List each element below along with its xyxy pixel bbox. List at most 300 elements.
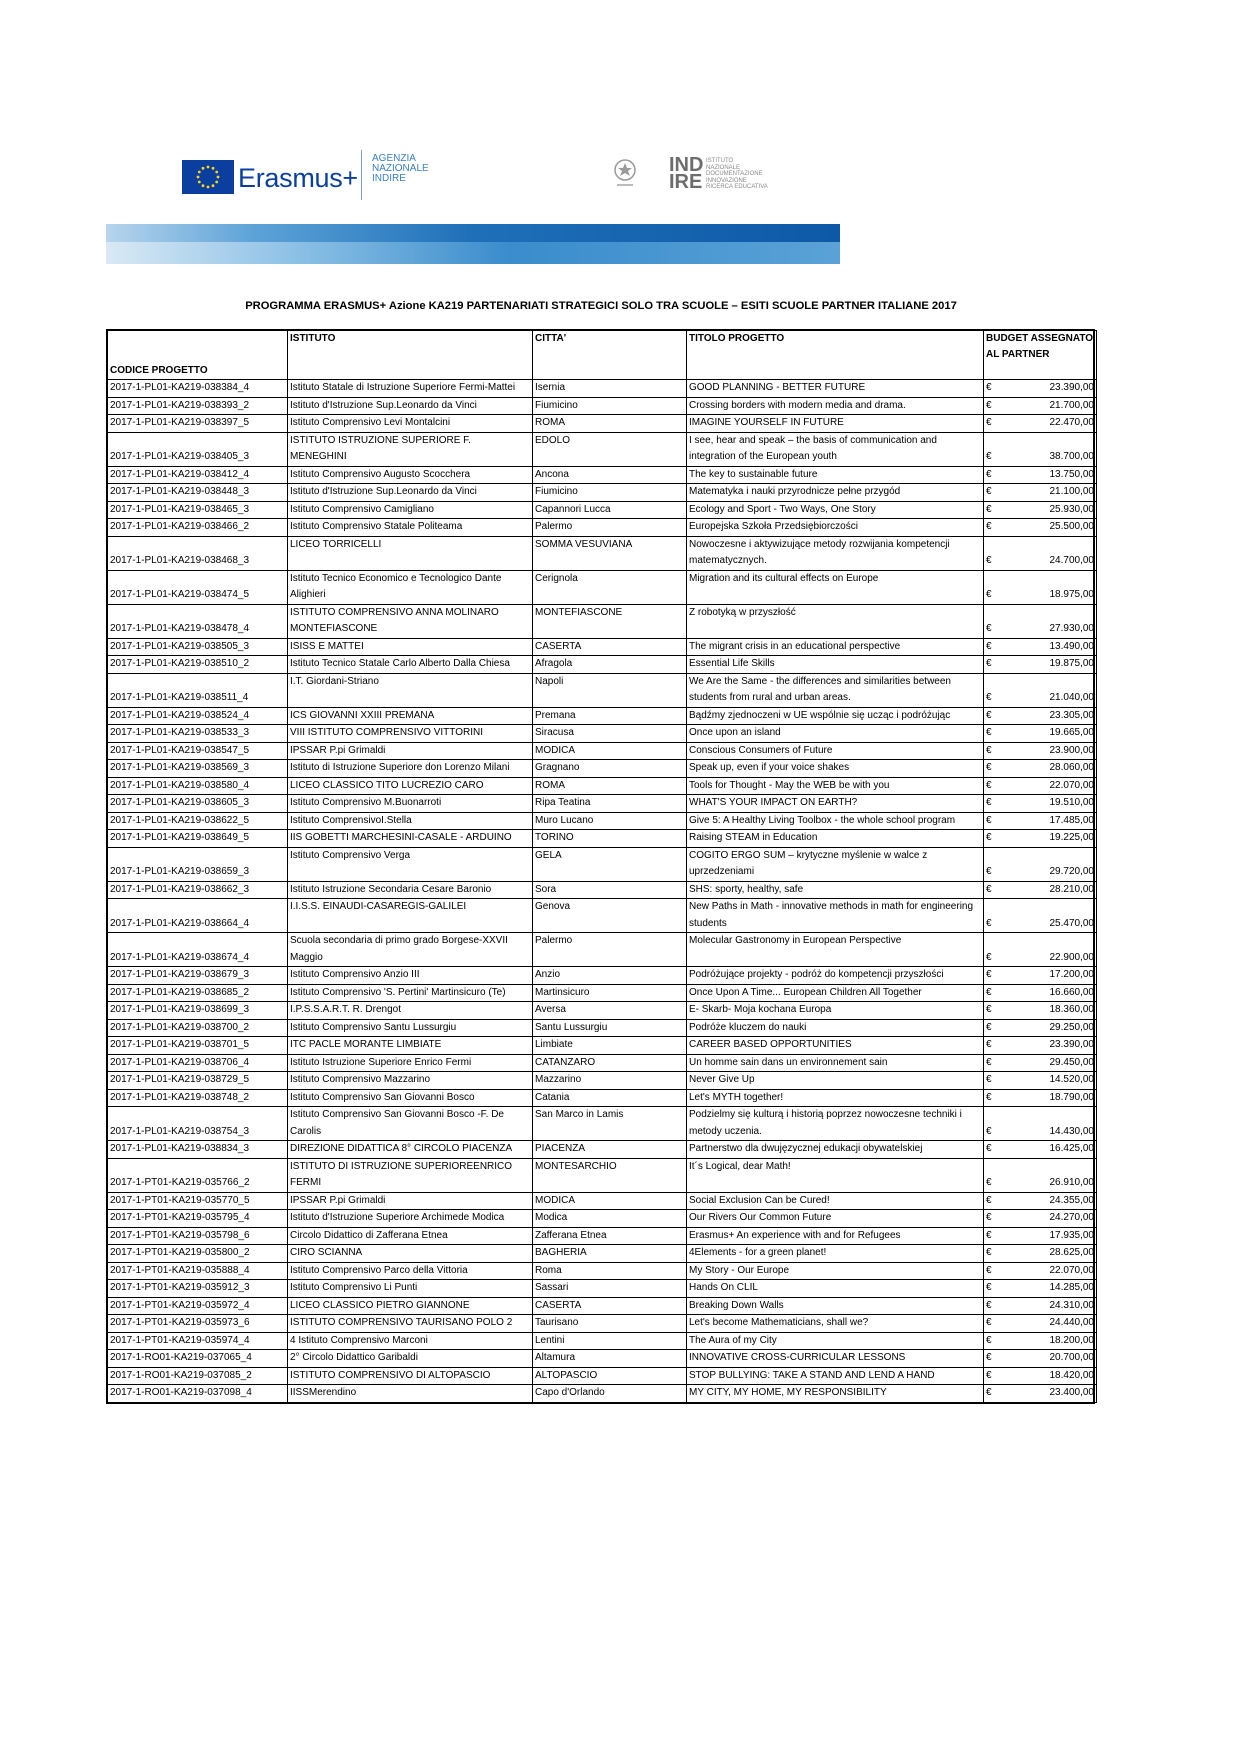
table-row: [108, 742, 1097, 760]
table-row: [108, 1019, 1097, 1037]
cell-city: Altamura: [533, 1350, 687, 1368]
cell-budget: [984, 984, 1097, 1002]
cell-city: Fiumicino: [533, 397, 687, 415]
cell-project-code: 2017-1-PT01-KA219-035795_4: [108, 1210, 288, 1228]
currency-symbol: €: [986, 1229, 992, 1241]
currency-symbol: €: [986, 1021, 992, 1033]
budget-amount: 38.700,00: [1049, 451, 1094, 462]
table-row: [108, 1158, 1097, 1192]
cell-school: ISTITUTO ISTRUZIONE SUPERIORE F. MENEGHINI: [288, 432, 533, 466]
agency-line: AGENZIA: [372, 153, 416, 164]
cell-school: IPSSAR P.pi Grimaldi: [288, 742, 533, 760]
cell-project-title: The key to sustainable future: [687, 466, 984, 484]
cell-budget: [984, 638, 1097, 656]
cell-city: Santu Lussurgiu: [533, 1019, 687, 1037]
cell-project-code: 2017-1-PL01-KA219-038605_3: [108, 795, 288, 813]
band-stripe-bottom: [106, 242, 840, 264]
budget-amount: 18.360,00: [1049, 1004, 1094, 1015]
cell-school: 4 Istituto Comprensivo Marconi: [288, 1332, 533, 1350]
cell-project-code: 2017-1-PL01-KA219-038474_5: [108, 570, 288, 604]
cell-budget: [984, 1297, 1097, 1315]
cell-school: VIII ISTITUTO COMPRENSIVO VITTORINI: [288, 725, 533, 743]
currency-symbol: €: [986, 1212, 992, 1223]
cell-project-code: 2017-1-PT01-KA219-035798_6: [108, 1227, 288, 1245]
cell-project-code: 2017-1-PL01-KA219-038547_5: [108, 742, 288, 760]
cell-budget: [984, 1245, 1097, 1263]
table-row: [108, 1192, 1097, 1210]
budget-amount: 22.470,00: [1049, 417, 1094, 428]
cell-project-code: 2017-1-PL01-KA219-038393_2: [108, 397, 288, 415]
cell-city: Anzio: [533, 967, 687, 985]
cell-school: Istituto ComprensivoI.Stella: [288, 812, 533, 830]
header-logos: [182, 150, 822, 210]
cell-school: Istituto Comprensivo Statale Politeama: [288, 519, 533, 537]
currency-symbol: €: [986, 1056, 992, 1068]
cell-city: MONTESARCHIO: [533, 1158, 687, 1192]
cell-project-code: 2017-1-PL01-KA219-038448_3: [108, 484, 288, 502]
budget-amount: 21.040,00: [1049, 692, 1094, 703]
cell-budget: [984, 536, 1097, 570]
currency-symbol: €: [986, 1074, 992, 1085]
cell-project-title: Migration and its cultural effects on Europe: [687, 570, 984, 604]
budget-amount: 28.625,00: [1049, 1247, 1094, 1258]
cell-budget: [984, 1350, 1097, 1368]
table-row: [108, 777, 1097, 795]
cell-school: Istituto Comprensivo Li Punti: [288, 1280, 533, 1298]
cell-city: Afragola: [533, 656, 687, 674]
cell-project-code: 2017-1-PL01-KA219-038468_3: [108, 536, 288, 570]
cell-project-code: 2017-1-PL01-KA219-038834_3: [108, 1141, 288, 1159]
cell-school: ISTITUTO COMPRENSIVO ANNA MOLINARO MONTEFIASCONE: [288, 604, 533, 638]
budget-amount: 18.200,00: [1049, 1334, 1094, 1346]
table-row: [108, 760, 1097, 778]
cell-project-title: STOP BULLYING: TAKE A STAND AND LEND A HAND: [687, 1367, 984, 1385]
currency-symbol: €: [986, 451, 992, 462]
currency-symbol: €: [986, 1194, 992, 1206]
budget-amount: 23.390,00: [1049, 1039, 1094, 1050]
cell-project-code: 2017-1-PL01-KA219-038580_4: [108, 777, 288, 795]
cell-project-code: 2017-1-PL01-KA219-038659_3: [108, 847, 288, 881]
table-row: [108, 484, 1097, 502]
cell-budget: [984, 707, 1097, 725]
cell-project-title: COGITO ERGO SUM – krytyczne myślenie w walce z uprzedzeniami: [687, 847, 984, 881]
cell-budget: [984, 604, 1097, 638]
budget-amount: 19.225,00: [1049, 832, 1094, 843]
cell-project-code: 2017-1-PL01-KA219-038505_3: [108, 638, 288, 656]
cell-project-title: Z robotyką w przyszłość: [687, 604, 984, 638]
cell-project-code: 2017-1-PT01-KA219-035888_4: [108, 1262, 288, 1280]
table-row: [108, 1072, 1097, 1090]
cell-project-title: It´s Logical, dear Math!: [687, 1158, 984, 1192]
cell-school: 2° Circolo Didattico Garibaldi: [288, 1350, 533, 1368]
cell-school: ISTITUTO COMPRENSIVO TAURISANO POLO 2: [288, 1315, 533, 1333]
cell-project-title: Un homme sain dans un environnement sain: [687, 1054, 984, 1072]
table-row: [108, 1107, 1097, 1141]
cell-budget: [984, 1089, 1097, 1107]
cell-city: Roma: [533, 1262, 687, 1280]
indire-sub-line: NAZIONALE: [706, 164, 741, 171]
table-row: [108, 812, 1097, 830]
table-row: [108, 881, 1097, 899]
cell-school: Istituto Comprensivo Anzio III: [288, 967, 533, 985]
cell-city: Aversa: [533, 1002, 687, 1020]
budget-amount: 23.305,00: [1049, 709, 1094, 721]
currency-symbol: €: [986, 1039, 992, 1050]
cell-project-title: Europejska Szkoła Przedsiębiorczości: [687, 519, 984, 537]
cell-city: Lentini: [533, 1332, 687, 1350]
cell-budget: [984, 1192, 1097, 1210]
cell-project-title: SHS: sporty, healthy, safe: [687, 881, 984, 899]
currency-symbol: €: [986, 709, 992, 721]
cell-project-code: 2017-1-PT01-KA219-035972_4: [108, 1297, 288, 1315]
cell-budget: [984, 397, 1097, 415]
italian-republic-emblem-icon: [612, 158, 638, 192]
budget-amount: 18.420,00: [1049, 1369, 1094, 1381]
cell-budget: [984, 1385, 1097, 1403]
cell-project-title: Matematyka i nauki przyrodnicze pełne przygód: [687, 484, 984, 502]
currency-symbol: €: [986, 555, 992, 566]
cell-city: EDOLO: [533, 432, 687, 466]
budget-amount: 25.500,00: [1049, 521, 1094, 532]
cell-school: I.T. Giordani-Striano: [288, 673, 533, 707]
cell-school: LICEO TORRICELLI: [288, 536, 533, 570]
cell-budget: [984, 484, 1097, 502]
table-row: [108, 725, 1097, 743]
budget-amount: 28.210,00: [1049, 883, 1094, 895]
cell-budget: [984, 1054, 1097, 1072]
currency-symbol: €: [986, 1317, 992, 1328]
cell-school: LICEO CLASSICO PIETRO GIANNONE: [288, 1297, 533, 1315]
table-row: [108, 536, 1097, 570]
cell-project-code: 2017-1-PL01-KA219-038412_4: [108, 466, 288, 484]
budget-amount: 27.930,00: [1049, 623, 1094, 634]
cell-budget: [984, 1019, 1097, 1037]
cell-budget: [984, 742, 1097, 760]
table-row: [108, 967, 1097, 985]
indire-sub-line: DOCUMENTAZIONE: [706, 171, 763, 177]
table-row: [108, 1089, 1097, 1107]
cell-city: Napoli: [533, 673, 687, 707]
cell-school: Istituto Comprensivo Mazzarino: [288, 1072, 533, 1090]
cell-project-title: Social Exclusion Can be Cured!: [687, 1192, 984, 1210]
currency-symbol: €: [986, 1264, 992, 1276]
cell-budget: [984, 1315, 1097, 1333]
cell-project-title: Podzielmy się kulturą i historią poprzez nowoczesne techniki i metody uczenia.: [687, 1107, 984, 1141]
currency-symbol: €: [986, 468, 992, 480]
cell-project-code: 2017-1-PL01-KA219-038405_3: [108, 432, 288, 466]
table-row: [108, 432, 1097, 466]
cell-project-title: Conscious Consumers of Future: [687, 742, 984, 760]
column-header-city: CITTA': [533, 331, 687, 380]
currency-symbol: €: [986, 692, 992, 703]
cell-city: Taurisano: [533, 1315, 687, 1333]
cell-budget: [984, 760, 1097, 778]
budget-amount: 13.750,00: [1049, 468, 1094, 480]
currency-symbol: €: [986, 727, 992, 738]
cell-project-code: 2017-1-PT01-KA219-035974_4: [108, 1332, 288, 1350]
cell-project-code: 2017-1-PT01-KA219-035766_2: [108, 1158, 288, 1192]
cell-project-code: 2017-1-PL01-KA219-038679_3: [108, 967, 288, 985]
cell-city: ROMA: [533, 777, 687, 795]
cell-school: Istituto Comprensivo San Giovanni Bosco -F. De Carolis: [288, 1107, 533, 1141]
budget-amount: 23.900,00: [1049, 744, 1094, 756]
currency-symbol: €: [986, 623, 992, 634]
cell-city: Fiumicino: [533, 484, 687, 502]
budget-amount: 19.665,00: [1049, 727, 1094, 738]
cell-city: Limbiate: [533, 1037, 687, 1055]
cell-city: Capo d'Orlando: [533, 1385, 687, 1403]
currency-symbol: €: [986, 521, 992, 532]
currency-symbol: €: [986, 1352, 992, 1363]
cell-project-code: 2017-1-PL01-KA219-038524_4: [108, 707, 288, 725]
logo-divider: [361, 150, 362, 200]
currency-symbol: €: [986, 486, 992, 497]
cell-budget: [984, 466, 1097, 484]
cell-city: GELA: [533, 847, 687, 881]
currency-symbol: €: [986, 917, 992, 929]
currency-symbol: €: [986, 762, 992, 773]
budget-amount: 23.400,00: [1049, 1387, 1094, 1398]
cell-school: ICS GIOVANNI XXIII PREMANA: [288, 707, 533, 725]
column-header-code: CODICE PROGETTO: [108, 331, 288, 380]
cell-city: ALTOPASCIO: [533, 1367, 687, 1385]
budget-amount: 24.270,00: [1049, 1212, 1094, 1223]
table-row: [108, 673, 1097, 707]
cell-project-code: 2017-1-PL01-KA219-038729_5: [108, 1072, 288, 1090]
cell-project-code: 2017-1-PL01-KA219-038754_3: [108, 1107, 288, 1141]
cell-project-code: 2017-1-PL01-KA219-038674_4: [108, 933, 288, 967]
cell-project-title: Hands On CLIL: [687, 1280, 984, 1298]
cell-budget: [984, 673, 1097, 707]
currency-symbol: €: [986, 797, 992, 808]
cell-budget: [984, 519, 1097, 537]
table-row: [108, 1141, 1097, 1159]
cell-project-title: We Are the Same - the differences and similarities between students from rural and urban areas.: [687, 673, 984, 707]
results-table: [107, 330, 1097, 1403]
cell-project-code: 2017-1-PL01-KA219-038622_5: [108, 812, 288, 830]
cell-budget: [984, 1002, 1097, 1020]
currency-symbol: €: [986, 1143, 992, 1154]
cell-project-title: IMAGINE YOURSELF IN FUTURE: [687, 415, 984, 433]
table-row: [108, 984, 1097, 1002]
budget-amount: 29.450,00: [1049, 1056, 1094, 1068]
cell-project-title: Give 5: A Healthy Living Toolbox - the whole school program: [687, 812, 984, 830]
cell-project-code: 2017-1-PL01-KA219-038465_3: [108, 501, 288, 519]
cell-project-title: Partnerstwo dla dwujęzycznej edukacji obywatelskiej: [687, 1141, 984, 1159]
cell-city: Premana: [533, 707, 687, 725]
cell-project-title: CAREER BASED OPPORTUNITIES: [687, 1037, 984, 1055]
cell-city: PIACENZA: [533, 1141, 687, 1159]
table-row: [108, 1385, 1097, 1403]
cell-school: Istituto Comprensivo M.Buonarroti: [288, 795, 533, 813]
cell-school: I.I.S.S. EINAUDI-CASAREGIS-GALILEI: [288, 899, 533, 933]
table-row: [108, 1210, 1097, 1228]
cell-budget: [984, 415, 1097, 433]
cell-budget: [984, 847, 1097, 881]
cell-budget: [984, 830, 1097, 848]
currency-symbol: €: [986, 503, 992, 515]
cell-project-title: Ecology and Sport - Two Ways, One Story: [687, 501, 984, 519]
cell-budget: [984, 1072, 1097, 1090]
cell-city: Ripa Teatina: [533, 795, 687, 813]
cell-city: San Marco in Lamis: [533, 1107, 687, 1141]
cell-city: Capannori Lucca: [533, 501, 687, 519]
cell-project-code: 2017-1-PT01-KA219-035973_6: [108, 1315, 288, 1333]
table-header-row: [108, 331, 1097, 380]
table-row: [108, 1245, 1097, 1263]
cell-project-code: 2017-1-RO01-KA219-037085_2: [108, 1367, 288, 1385]
indire-logo-subtitle: [706, 158, 768, 191]
currency-symbol: €: [986, 779, 992, 791]
table-row: [108, 1037, 1097, 1055]
cell-school: IPSSAR P.pi Grimaldi: [288, 1192, 533, 1210]
currency-symbol: €: [986, 1369, 992, 1381]
header-band: [106, 224, 840, 266]
budget-amount: 21.700,00: [1049, 399, 1094, 411]
cell-project-title: Nowoczesne i aktywizujące metody rozwijania kompetencji matematycznych.: [687, 536, 984, 570]
cell-project-title: Our Rivers Our Common Future: [687, 1210, 984, 1228]
cell-project-title: MY CITY, MY HOME, MY RESPONSIBILITY: [687, 1385, 984, 1403]
cell-city: Muro Lucano: [533, 812, 687, 830]
budget-amount: 29.720,00: [1049, 866, 1094, 877]
currency-symbol: €: [986, 1125, 992, 1137]
table-row: [108, 656, 1097, 674]
column-header-school: ISTITUTO: [288, 331, 533, 380]
cell-project-title: 4Elements - for a green planet!: [687, 1245, 984, 1263]
cell-city: Modica: [533, 1210, 687, 1228]
document-title: PROGRAMMA ERASMUS+ Azione KA219 PARTENARIATI STRATEGICI SOLO TRA SCUOLE – ESITI SCUOLE PARTNER ITALIANE 2017: [245, 300, 957, 312]
budget-amount: 14.285,00: [1049, 1282, 1094, 1293]
cell-budget: [984, 777, 1097, 795]
currency-symbol: €: [986, 1299, 992, 1311]
cell-project-code: 2017-1-RO01-KA219-037065_4: [108, 1350, 288, 1368]
budget-amount: 18.975,00: [1049, 589, 1094, 600]
cell-school: LICEO CLASSICO TITO LUCREZIO CARO: [288, 777, 533, 795]
cell-project-title: Bądźmy zjednoczeni w UE wspólnie się ucząc i podróżując: [687, 707, 984, 725]
cell-project-title: Let's become Mathematicians, shall we?: [687, 1315, 984, 1333]
cell-project-code: 2017-1-PL01-KA219-038685_2: [108, 984, 288, 1002]
cell-budget: [984, 933, 1097, 967]
budget-amount: 24.355,00: [1049, 1194, 1094, 1206]
cell-school: Istituto Comprensivo Verga: [288, 847, 533, 881]
cell-budget: [984, 432, 1097, 466]
table-row: [108, 397, 1097, 415]
cell-project-code: 2017-1-PT01-KA219-035770_5: [108, 1192, 288, 1210]
cell-school: Istituto Istruzione Superiore Enrico Fermi: [288, 1054, 533, 1072]
cell-school: Scuola secondaria di primo grado Borgese-XXVII Maggio: [288, 933, 533, 967]
cell-project-title: Podróżujące projekty - podróż do kompetencji przyszłości: [687, 967, 984, 985]
cell-project-title: Speak up, even if your voice shakes: [687, 760, 984, 778]
cell-project-code: 2017-1-PL01-KA219-038701_5: [108, 1037, 288, 1055]
cell-project-code: 2017-1-RO01-KA219-037098_4: [108, 1385, 288, 1403]
cell-school: Istituto d'Istruzione Sup.Leonardo da Vinci: [288, 397, 533, 415]
table-row: [108, 1002, 1097, 1020]
column-header-budget: BUDGET ASSEGNATO AL PARTNER: [984, 331, 1097, 380]
cell-school: IISSMerendino: [288, 1385, 533, 1403]
cell-city: CATANZARO: [533, 1054, 687, 1072]
currency-symbol: €: [986, 1334, 992, 1346]
budget-amount: 25.470,00: [1049, 917, 1094, 929]
currency-symbol: €: [986, 969, 992, 980]
cell-city: Palermo: [533, 933, 687, 967]
cell-project-code: 2017-1-PL01-KA219-038397_5: [108, 415, 288, 433]
currency-symbol: €: [986, 951, 992, 963]
budget-amount: 17.485,00: [1049, 814, 1094, 826]
currency-symbol: €: [986, 883, 992, 895]
cell-project-title: Erasmus+ An experience with and for Refugees: [687, 1227, 984, 1245]
cell-project-title: Raising STEAM in Education: [687, 830, 984, 848]
cell-school: ISISS E MATTEI: [288, 638, 533, 656]
cell-project-title: Once Upon A Time... European Children All Together: [687, 984, 984, 1002]
budget-amount: 17.935,00: [1049, 1229, 1094, 1241]
cell-school: Istituto Comprensivo Levi Montalcini: [288, 415, 533, 433]
column-header-title: TITOLO PROGETTO: [687, 331, 984, 380]
cell-school: Istituto di Istruzione Superiore don Lorenzo Milani: [288, 760, 533, 778]
agenzia-nazionale-indire-logo: [372, 154, 429, 184]
table-row: [108, 1315, 1097, 1333]
cell-school: Istituto Comprensivo Parco della Vittoria: [288, 1262, 533, 1280]
cell-school: ISTITUTO DI ISTRUZIONE SUPERIOREENRICO FERMI: [288, 1158, 533, 1192]
cell-city: Palermo: [533, 519, 687, 537]
table-row: [108, 1367, 1097, 1385]
currency-symbol: €: [986, 1004, 992, 1015]
cell-project-code: 2017-1-PL01-KA219-038748_2: [108, 1089, 288, 1107]
cell-city: Catania: [533, 1089, 687, 1107]
cell-city: BAGHERIA: [533, 1245, 687, 1263]
cell-project-code: 2017-1-PL01-KA219-038510_2: [108, 656, 288, 674]
budget-amount: 19.875,00: [1049, 658, 1094, 669]
indire-mark-line: IND: [669, 154, 704, 176]
cell-project-code: 2017-1-PL01-KA219-038699_3: [108, 1002, 288, 1020]
currency-symbol: €: [986, 814, 992, 826]
cell-project-code: 2017-1-PL01-KA219-038569_3: [108, 760, 288, 778]
erasmus-plus-logo: Erasmus+: [238, 163, 358, 193]
cell-project-title: Once upon an island: [687, 725, 984, 743]
table-row: [108, 1332, 1097, 1350]
budget-amount: 26.910,00: [1049, 1177, 1094, 1188]
cell-school: Istituto d'Istruzione Superiore Archimede Modica: [288, 1210, 533, 1228]
cell-project-title: The Aura of my City: [687, 1332, 984, 1350]
cell-project-title: Let's MYTH together!: [687, 1089, 984, 1107]
cell-city: Genova: [533, 899, 687, 933]
cell-school: I.P.S.S.A.R.T. R. Drengot: [288, 1002, 533, 1020]
cell-project-title: Crossing borders with modern media and drama.: [687, 397, 984, 415]
cell-budget: [984, 1227, 1097, 1245]
cell-project-code: 2017-1-PL01-KA219-038533_3: [108, 725, 288, 743]
cell-project-title: My Story - Our Europe: [687, 1262, 984, 1280]
cell-project-code: 2017-1-PL01-KA219-038511_4: [108, 673, 288, 707]
band-stripe-top: [106, 224, 840, 242]
table-row: [108, 795, 1097, 813]
cell-project-code: 2017-1-PL01-KA219-038384_4: [108, 380, 288, 398]
currency-symbol: €: [986, 866, 992, 877]
cell-budget: [984, 570, 1097, 604]
currency-symbol: €: [986, 1247, 992, 1258]
cell-school: Istituto Tecnico Economico e Tecnologico Dante Alighieri: [288, 570, 533, 604]
cell-project-code: 2017-1-PL01-KA219-038662_3: [108, 881, 288, 899]
budget-amount: 29.250,00: [1049, 1021, 1094, 1033]
cell-school: Istituto Comprensivo Augusto Scocchera: [288, 466, 533, 484]
currency-symbol: €: [986, 744, 992, 756]
cell-project-code: 2017-1-PL01-KA219-038700_2: [108, 1019, 288, 1037]
agency-line: NAZIONALE: [372, 163, 429, 174]
table-row: [108, 466, 1097, 484]
cell-school: Istituto Comprensivo Camigliano: [288, 501, 533, 519]
cell-city: Cerignola: [533, 570, 687, 604]
table-row: [108, 1350, 1097, 1368]
cell-city: Sora: [533, 881, 687, 899]
budget-amount: 22.070,00: [1049, 1264, 1094, 1276]
